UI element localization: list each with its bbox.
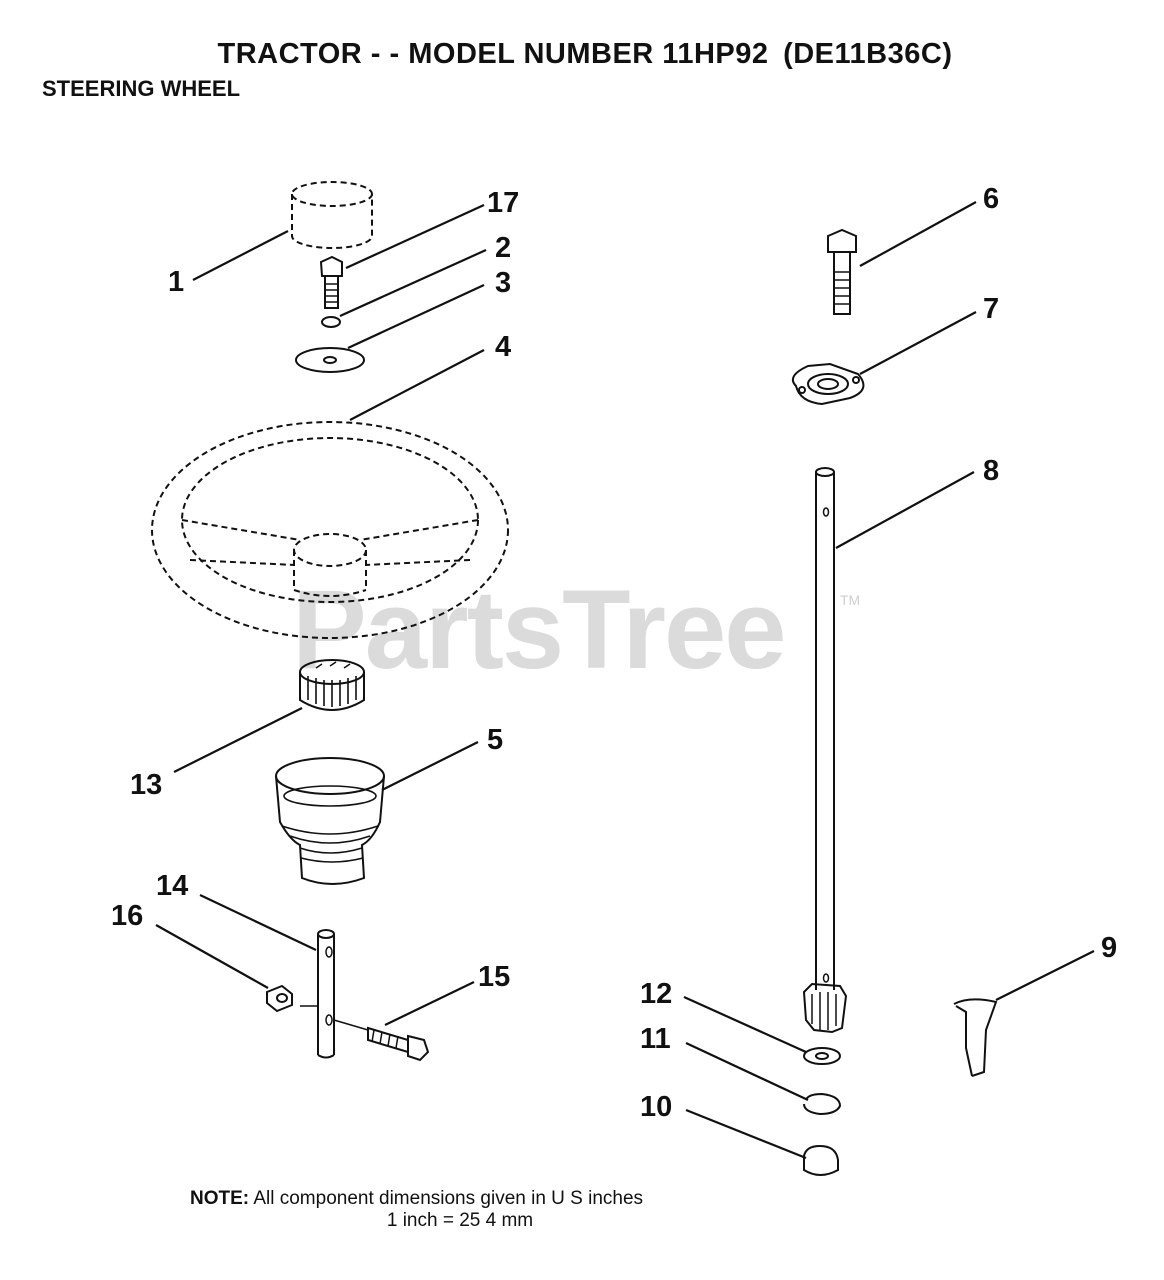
part-11-ring (804, 1094, 840, 1114)
part-17-bolt (321, 257, 342, 308)
callout-13: 13 (130, 769, 163, 801)
part-12-washer (804, 1048, 840, 1064)
model-code: (DE11B36C) (783, 38, 953, 70)
part-13-adapter (300, 660, 364, 710)
title-text: TRACTOR - - MODEL NUMBER 11HP92 (217, 38, 769, 70)
callout-9: 9 (1101, 932, 1118, 964)
callout-2: 2 (495, 232, 512, 264)
section-title: STEERING WHEEL (42, 76, 241, 101)
part-6-bolt (828, 230, 856, 314)
watermark: PartsTree (292, 567, 785, 692)
part-5-boot (276, 758, 384, 884)
callout-11: 11 (640, 1023, 671, 1055)
callout-15: 15 (478, 961, 511, 993)
callout-4: 4 (495, 331, 512, 363)
note-line-2: 1 inch = 25 4 mm (386, 1210, 534, 1231)
dimension-note (190, 1188, 750, 1232)
callout-6: 6 (983, 183, 1000, 215)
part-10-capnut (804, 1146, 838, 1175)
part-4-steering-wheel (152, 422, 508, 638)
part-2-lockwasher (322, 317, 340, 327)
note-line-1: All component dimensions given in U S inches (253, 1188, 644, 1209)
part-9-bracket (954, 999, 996, 1076)
part-1-cap (292, 182, 372, 248)
part-16-nut (267, 986, 292, 1011)
callout-14: 14 (156, 870, 189, 902)
callout-7: 7 (983, 293, 1000, 325)
part-15-bolt (368, 1028, 428, 1060)
callout-numbers (111, 183, 1117, 1123)
part-14-pin (318, 930, 334, 1058)
watermark-tm: TM (840, 592, 861, 608)
callout-16: 16 (111, 900, 144, 932)
note-label: NOTE: (190, 1188, 250, 1209)
callout-5: 5 (487, 724, 504, 756)
part-7-flange (793, 364, 864, 404)
callout-17: 17 (487, 187, 520, 219)
callout-8: 8 (983, 455, 1000, 487)
callout-10: 10 (640, 1091, 673, 1123)
leader-lines (156, 202, 1094, 1158)
part-8-shaft (804, 468, 846, 1032)
callout-1: 1 (168, 266, 185, 298)
part-3-washer (296, 348, 364, 372)
callout-12: 12 (640, 978, 673, 1010)
callout-3: 3 (495, 267, 512, 299)
